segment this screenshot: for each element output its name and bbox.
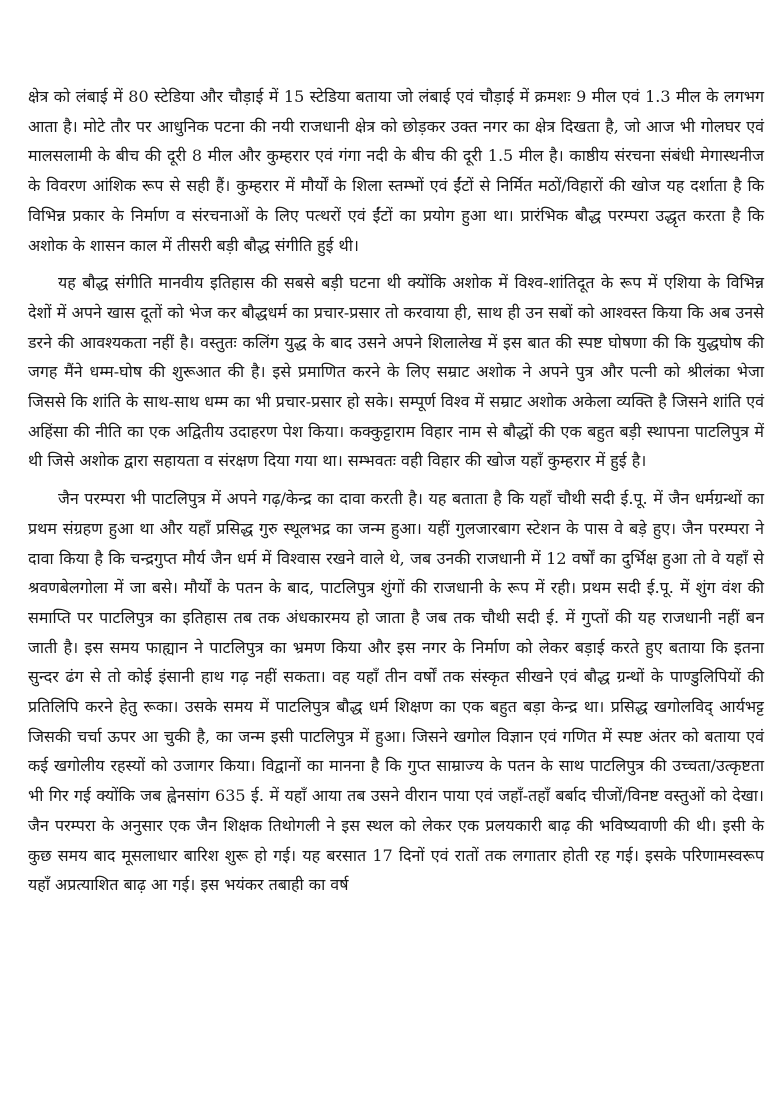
paragraph-3: जैन परम्परा भी पाटलिपुत्र में अपने गढ़/केन्द्र का दावा करती है। यह बताता है कि यहाँ चौथी सदी ई.पू. में जैन धर्मग्रन्थों का प्रथम संग्रहण हुआ था और यहाँ प्रसिद्ध गुरु स्थूलभद्र का जन्म हुआ। यहीं गुलजारबाग स्टेशन के पास वे बड़े हुए। जैन परम्परा ने दावा किया है कि चन्द्रगुप्त मौर्य जैन धर्म में विश्वास रखने वाले थे, जब उनकी राजधानी में 12 वर्षों का दुर्भिक्ष हुआ तो वे यहाँ से श्रवणबेलगोला में जा बसे। मौर्यों के पतन के बाद, पाटलिपुत्र शुंगों की राजधानी के रूप में रही। प्रथम सदी ई.पू. में शुंग वंश की समाप्ति पर पाटलिपुत्र का इतिहास तब तक अंधकारमय हो जाता है जब तक चौथी सदी ई. में गुप्तों की यह राजधानी नहीं बन जाती है। इस समय फाह्यान ने पाटलिपुत्र का भ्रमण किया और इस नगर के निर्माण को लेकर बड़ाई करते हुए बताया कि इतना सुन्दर ढंग से तो कोई इंसानी हाथ गढ़ नहीं सकता। वह यहाँ तीन वर्षों तक संस्कृत सीखने एवं बौद्ध ग्रन्थों के पाण्डुलिपियों की प्रतिलिपि करने हेतु रूका। उसके समय में पाटलिपुत्र बौद्ध धर्म शिक्षण का एक बहुत बड़ा केन्द्र था। प्रसिद्ध खगोलविद् आर्यभट्ट जिसकी चर्चा ऊपर आ चुकी है, का जन्म इसी पाटलिपुत्र में हुआ। जिसने खगोल विज्ञान एवं गणित में स्पष्ट अंतर को बताया एवं कई खगोलीय रहस्यों को उजागर किया। विद्वानों का मानना है कि गुप्त साम्राज्य के पतन के साथ पाटलिपुत्र की उच्चता/उत्कृष्टता भी गिर गई क्योंकि जब ह्वेनसांग 635 ई. में यहाँ आया तब उसने वीरान पाया एवं जहाँ-तहाँ बर्बाद चीजों/विनष्ट वस्तुओं को देखा। जैन परम्परा के अनुसार एक जैन शिक्षक तिथोगली ने इस स्थल को लेकर एक प्रलयकारी बाढ़ की भविष्यवाणी की थी। इसी के कुछ समय बाद मूसलाधार बारिश शुरू हो गई। यह बरसात 17 दिनों एवं रातों तक लगातार होती रह गई। इसके परिणामस्वरूप यहाँ अप्रत्याशित बाढ़ आ गई। इस भयंकर तबाही का वर्ष <box>28 489 764 895</box>
paragraph-2: यह बौद्ध संगीति मानवीय इतिहास की सबसे बड़ी घटना थी क्योंकि अशोक में विश्व-शांतिदूत के रूप में एशिया के विभिन्न देशों में अपने खास दूतों को भेज कर बौद्धधर्म का प्रचार-प्रसार तो करवाया ही, साथ ही उन सबों को आश्वस्त किया कि अब उनसे डरने की आवश्यकता नहीं है। वस्तुतः कलिंग युद्ध के बाद उसने अपने शिलालेख में इस बात की स्पष्ट घोषणा की कि युद्धघोष की जगह मैंने धम्म-घोष की शुरूआत की है। इसे प्रमाणित करने के लिए सम्राट अशोक ने अपने पुत्र और पत्नी को श्रीलंका भेजा जिससे कि शांति के साथ-साथ धम्म का भी प्रचार-प्रसार हो सके। सम्पूर्ण विश्व में सम्राट अशोक अकेला व्यक्ति है जिसने शांति एवं अहिंसा की नीति का एक अद्वितीय उदाहरण पेश किया। कक्कुट्टाराम विहार नाम से बौद्धों की एक बहुत बड़ी स्थापना पाटलिपुत्र में थी जिसे अशोक द्वारा सहायता व संरक्षण दिया गया था। सम्भवतः वही विहार की खोज यहाँ कुम्हरार में हुई है। <box>28 273 764 471</box>
document-page <box>28 82 764 908</box>
paragraph-1: क्षेत्र को लंबाई में 80 स्टेडिया और चौड़ाई में 15 स्टेडिया बताया जो लंबाई एवं चौड़ाई में क्रमशः 9 मील एवं 1.3 मील के लगभग आता है। मोटे तौर पर आधुनिक पटना की नयी राजधानी क्षेत्र को छोड़कर उक्त नगर का क्षेत्र दिखता है, जो आज भी गोलघर एवं मालसलामी के बीच की दूरी 8 मील और कुम्हरार एवं गंगा नदी के बीच की दूरी 1.5 मील है। काष्ठीय संरचना संबंधी मेगास्थनीज के विवरण आंशिक रूप से सही हैं। कुम्हरार में मौर्यों के शिला स्तम्भों एवं ईंटों से निर्मित मठों/विहारों की खोज यह दर्शाता है कि विभिन्न प्रकार के निर्माण व संरचनाओं के लिए पत्थरों एवं ईंटों का प्रयोग हुआ था। प्रारंभिक बौद्ध परम्परा उद्धृत करता है कि अशोक के शासन काल में तीसरी बड़ी बौद्ध संगीति हुई थी। <box>28 87 764 255</box>
